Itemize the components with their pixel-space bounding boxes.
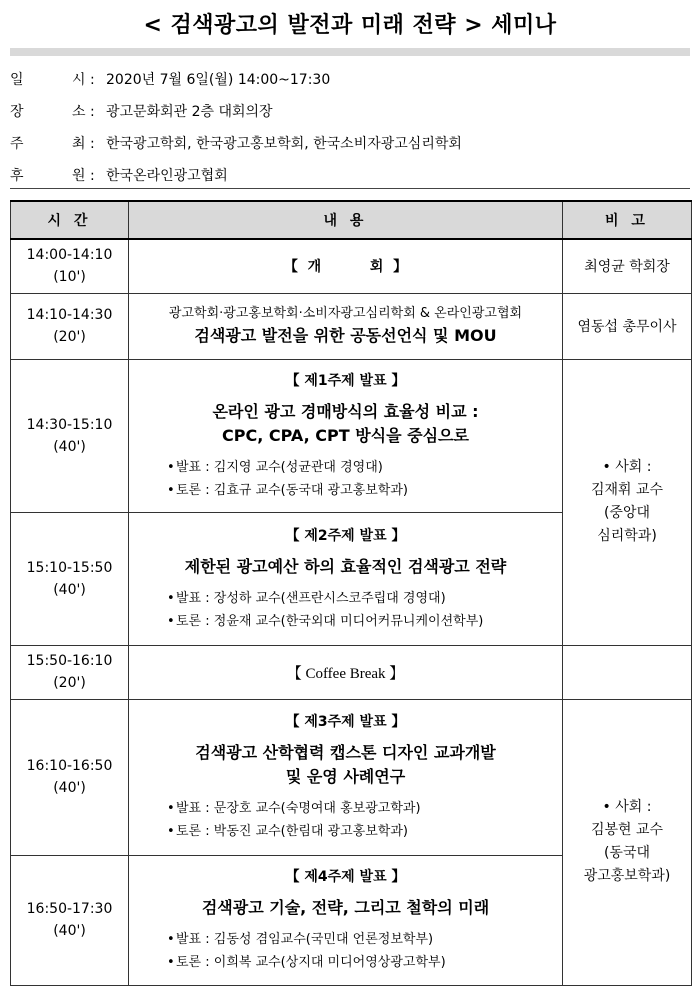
header-content: 내 용: [129, 201, 563, 239]
info-value: 광고문화회관 2층 대회의장: [106, 104, 273, 120]
content-coffee: 【 Coffee Break 】: [129, 645, 563, 699]
content-session-1: [129, 359, 563, 512]
info-key-1: 장: [10, 104, 24, 120]
info-key-2: 원: [72, 168, 86, 184]
info-key-2: 시: [72, 72, 86, 88]
row-session-1: [11, 359, 692, 512]
row-mou: [11, 293, 692, 359]
presenter-text: 발표 : 김동성 겸임교수(국민대 언론정보학부): [176, 932, 434, 947]
chair-name: 김봉현 교수: [590, 822, 664, 838]
header-time: 시 간: [11, 201, 129, 239]
bullet-icon: •: [167, 801, 175, 816]
presenter: [129, 928, 562, 951]
time-range: 16:10-16:50: [26, 758, 113, 774]
presenter-text: 발표 : 장성하 교수(샌프란시스코주립대 경영대): [176, 590, 446, 606]
schedule-table: [10, 200, 692, 986]
session-label: 【 제4주제 발표 】: [285, 869, 406, 885]
content-session-2: [129, 512, 563, 645]
table-header-row: [11, 201, 692, 239]
time-range: 14:00-14:10: [26, 247, 113, 264]
info-key-1: 후: [10, 168, 24, 184]
mou-title: 검색광고 발전을 위한 공동선언식 및 MOU: [194, 326, 497, 345]
info-value: 2020년 7월 6일(월) 14:00~17:30: [106, 72, 331, 88]
time-range: 15:10-15:50: [26, 559, 113, 576]
note-mou: 염동섭 총무이사: [563, 293, 692, 359]
chair-1: [563, 359, 692, 645]
time-range: 16:50-17:30: [26, 901, 113, 917]
content-session-3: [129, 699, 563, 855]
row-opening: [11, 239, 692, 293]
info-key-1: 주: [10, 136, 24, 152]
time-cell: [11, 293, 129, 359]
bullet-icon: •: [167, 613, 175, 629]
session-title: 제한된 광고예산 하의 효율적인 검색광고 전략: [184, 556, 507, 576]
info-value: 한국온라인광고협회: [106, 168, 228, 184]
time-duration: (40'): [53, 780, 86, 796]
time-duration: (40'): [53, 581, 86, 598]
time-cell: [11, 359, 129, 512]
page-title: < 검색광고의 발전과 미래 전략 > 세미나: [143, 13, 557, 38]
time-cell: [11, 239, 129, 293]
time-duration: (20'): [53, 329, 86, 345]
chair-affil-1: (중앙대: [603, 505, 651, 521]
session-title-2: CPC, CPA, CPT 방식을 중심으로: [222, 425, 469, 445]
chair-affil-2: 심리학과): [597, 528, 657, 544]
session-title: 검색광고 기술, 전략, 그리고 철학의 미래: [201, 898, 490, 917]
time-range: 14:10-14:30: [26, 307, 113, 323]
discussant: [129, 479, 562, 502]
discussant-text: 토론 : 이희복 교수(상지대 미디어영상광고학부): [176, 955, 446, 970]
time-range: 15:50-16:10: [26, 653, 113, 669]
time-duration: (10'): [53, 269, 86, 286]
session-title: 온라인 광고 경매방식의 효율성 비교 :: [212, 401, 479, 421]
time-cell: [11, 512, 129, 645]
discussant-text: 토론 : 정윤재 교수(한국외대 미디어커뮤니케이션학부): [176, 613, 484, 629]
bullet-icon: •: [167, 590, 175, 606]
presenter: [129, 797, 562, 820]
info-divider: [10, 188, 690, 189]
discussant: [129, 820, 562, 843]
info-host: [10, 128, 690, 160]
time-duration: (40'): [53, 923, 86, 939]
time-duration: (40'): [53, 438, 86, 455]
info-colon: :: [90, 104, 95, 120]
title-divider: [10, 48, 690, 56]
info-colon: :: [90, 168, 95, 184]
discussant: [129, 951, 562, 974]
discussant-text: 토론 : 김효규 교수(동국대 광고홍보학과): [176, 482, 408, 498]
time-duration: (20'): [53, 675, 86, 691]
chair-label: • 사회 :: [602, 799, 652, 815]
bullet-icon: •: [167, 459, 175, 475]
session-title-2: 및 운영 사례연구: [285, 767, 406, 786]
session-label: 【 제3주제 발표 】: [285, 714, 406, 730]
presenter: [129, 456, 562, 479]
bullet-icon: •: [167, 955, 175, 970]
row-session-3: [11, 699, 692, 855]
info-date: [10, 64, 690, 96]
session-label: 【 제1주제 발표 】: [285, 372, 406, 389]
chair-name: 김재휘 교수: [590, 482, 664, 498]
info-key-1: 일: [10, 72, 24, 88]
row-coffee: [11, 645, 692, 699]
time-range: 14:30-15:10: [26, 416, 113, 433]
time-cell: [11, 699, 129, 855]
note-coffee: [563, 645, 692, 699]
note-opening: 최영균 학회장: [563, 239, 692, 293]
bullet-icon: •: [167, 482, 175, 498]
info-venue: [10, 96, 690, 128]
presenter-text: 발표 : 김지영 교수(성균관대 경영대): [176, 459, 383, 475]
info-key-2: 소: [72, 104, 86, 120]
presenter-text: 발표 : 문장호 교수(숙명여대 홍보광고학과): [176, 801, 421, 816]
info-value: 한국광고학회, 한국광고홍보학회, 한국소비자광고심리학회: [106, 136, 462, 152]
bullet-icon: •: [602, 459, 616, 475]
session-title: 검색광고 산학협력 캡스톤 디자인 교과개발: [195, 743, 496, 762]
time-cell: [11, 855, 129, 985]
content-session-4: [129, 855, 563, 985]
mou-organizers: 광고학회·광고홍보학회·소비자광고심리학회 & 온라인광고협회: [168, 306, 523, 321]
header-note: 비 고: [563, 201, 692, 239]
session-label: 【 제2주제 발표 】: [285, 527, 406, 544]
info-key-2: 최: [72, 136, 86, 152]
bullet-icon: •: [167, 932, 175, 947]
content-opening: 【 개 회 】: [129, 239, 563, 293]
chair-label: • 사회 :: [602, 459, 652, 475]
bullet-icon: •: [602, 799, 616, 815]
info-colon: :: [90, 136, 95, 152]
event-info: [10, 64, 690, 192]
content-mou: [129, 293, 563, 359]
presenter: [129, 587, 562, 610]
info-colon: :: [90, 72, 95, 88]
discussant-text: 토론 : 박동진 교수(한림대 광고홍보학과): [176, 824, 408, 839]
bullet-icon: •: [167, 824, 175, 839]
time-cell: [11, 645, 129, 699]
chair-2: [563, 699, 692, 985]
discussant: [129, 610, 562, 633]
chair-affil-2: 광고홍보학과): [583, 868, 671, 884]
chair-affil-1: (동국대: [603, 845, 651, 861]
